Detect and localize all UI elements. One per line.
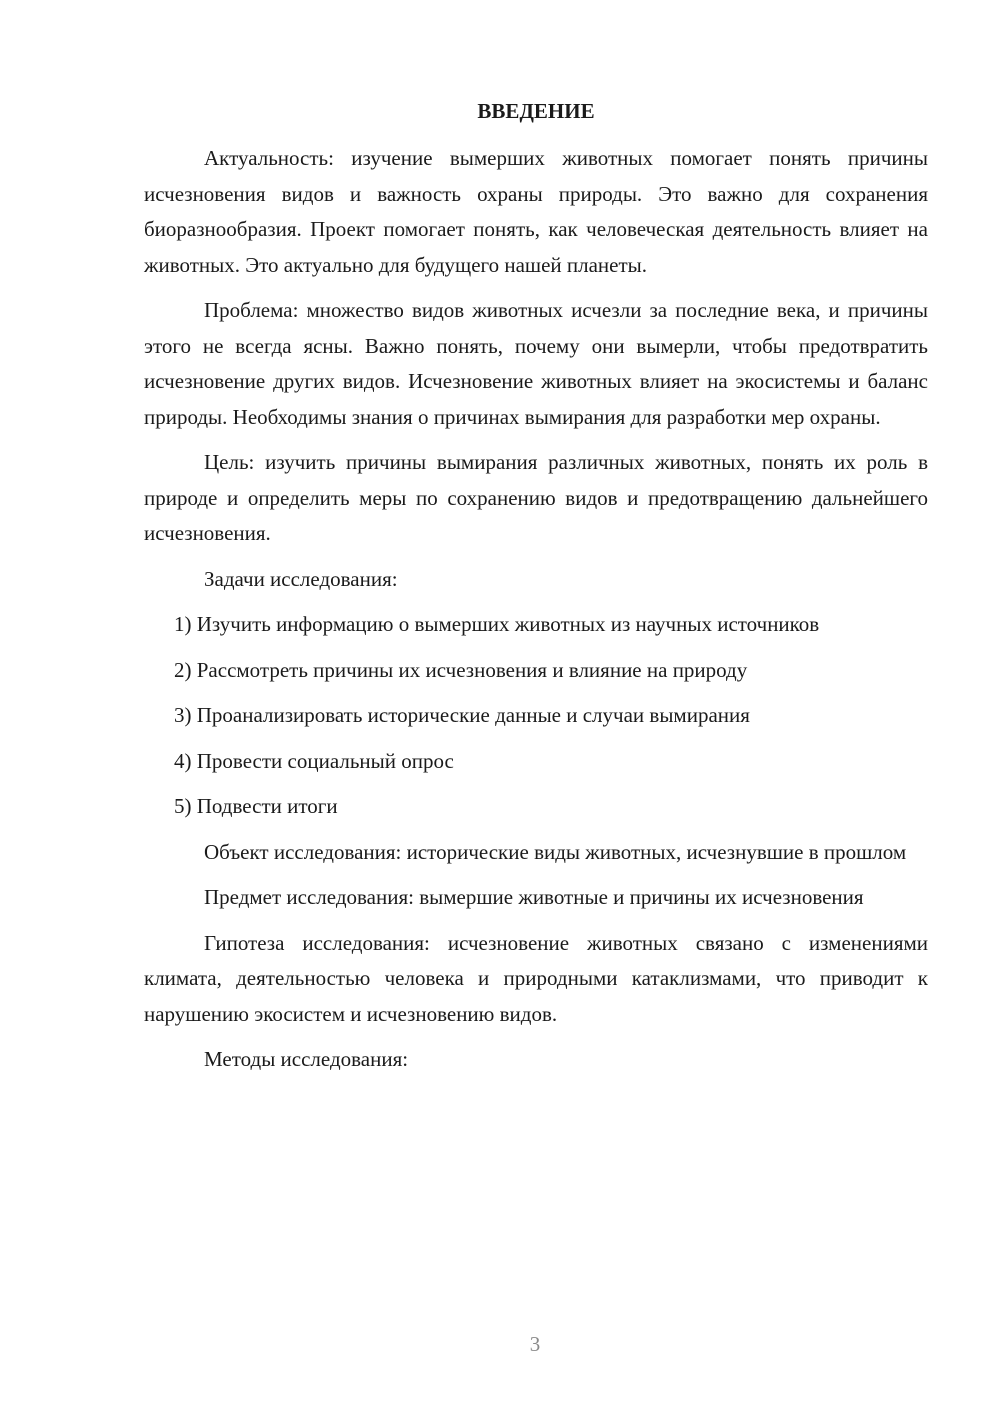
object-paragraph: Объект исследования: исторические виды животных, исчезнувшие в прошлом [204, 839, 907, 864]
problem-paragraph: Проблема: множество видов животных исчезли за последние века, и причины этого не всегда ясны. Важно понять, почему они вымерли, чтобы предотвратить исчезновение других видов. Исчезновение животных влияет на экосистемы и баланс природы. Необходимы знания о причинах вымирания для разработки мер охраны. [144, 298, 928, 429]
page-number: 3 [529, 1332, 541, 1356]
section-title: ВВЕДЕНИЕ [477, 99, 595, 123]
task-item-1: 1) Изучить информацию о вымерших животных из научных источников [174, 612, 820, 636]
tasks-heading: Задачи исследования: [204, 566, 398, 591]
task-item-5: 5) Подвести итоги [174, 794, 338, 818]
relevance-paragraph: Актуальность: изучение вымерших животных помогает понять причины исчезновения видов и важность охраны природы. Это важно для сохранения биоразнообразия. Проект помогает понять, как человеческая деятельность влияет на животных. Это актуально для будущего нашей планеты. [144, 146, 928, 277]
task-item-4: 4) Провести социальный опрос [174, 748, 454, 773]
task-item-3: 3) Проанализировать исторические данные и случаи вымирания [174, 703, 750, 727]
task-item-2: 2) Рассмотреть причины их исчезновения и влияние на природу [174, 657, 748, 682]
hypothesis-paragraph: Гипотеза исследования: исчезновение животных связано с изменениями климата, деятельностью человека и природными катаклизмами, что приводит к нарушению экосистем и исчезновению видов. [144, 930, 928, 1026]
subject-paragraph: Предмет исследования: вымершие животные и причины их исчезновения [204, 885, 864, 909]
methods-heading: Методы исследования: [204, 1047, 409, 1071]
document-page [144, 96, 928, 1088]
goal-paragraph: Цель: изучить причины вымирания различных животных, понять их роль в природе и определить меры по сохранению видов и предотвращению дальнейшего исчезновения. [144, 450, 928, 545]
